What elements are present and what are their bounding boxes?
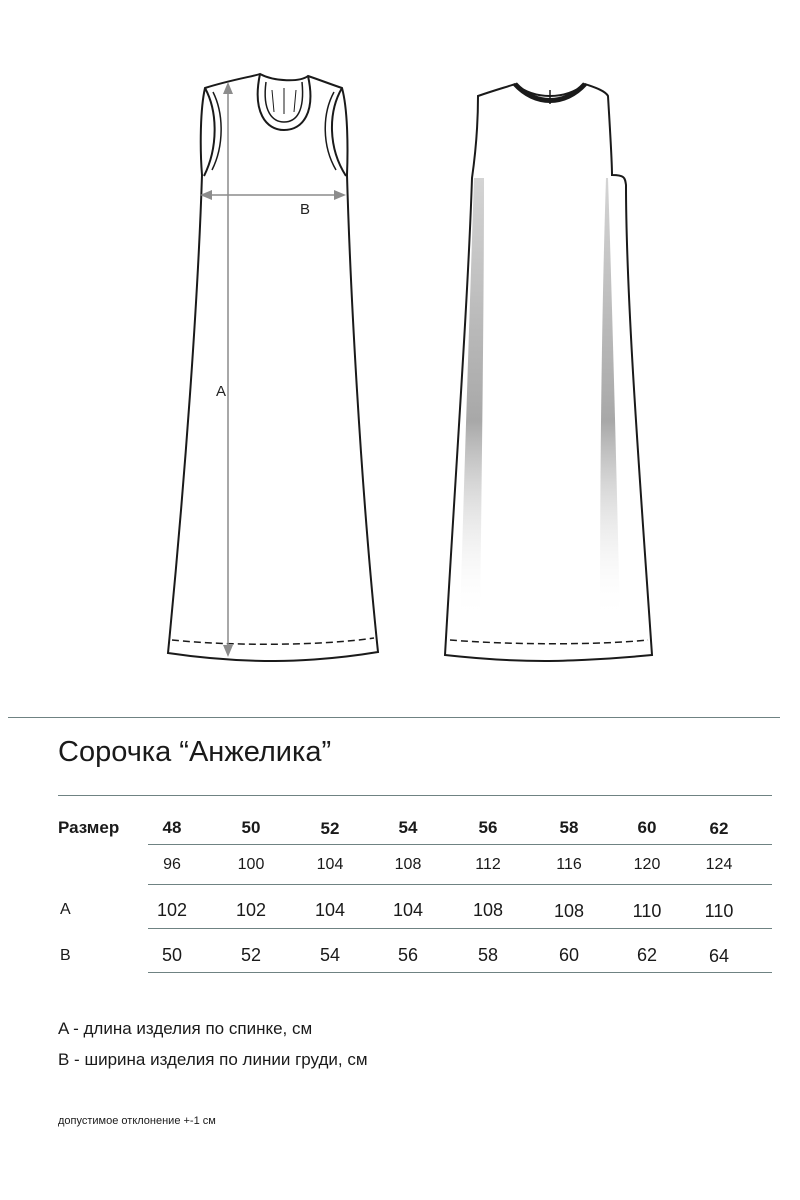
size-56: 56 [478, 818, 498, 837]
subsize-100: 100 [237, 856, 265, 873]
size-62: 62 [709, 819, 729, 838]
row-a-value: 108 [553, 901, 585, 921]
measurement-a [216, 82, 233, 657]
table-row-a-rule [148, 928, 772, 929]
front-dress-outline [168, 74, 378, 661]
row-a-label: A [60, 901, 71, 918]
row-a-value: 110 [632, 901, 662, 921]
row-a-value: 110 [704, 901, 734, 921]
row-b-value: 60 [558, 945, 580, 965]
row-b-value: 64 [708, 946, 730, 966]
measurement-a-label: A [216, 383, 227, 400]
row-a-value: 102 [156, 900, 188, 920]
row-a-value: 104 [314, 900, 346, 920]
measurement-b-label: B [300, 201, 311, 218]
row-b-value: 56 [397, 945, 419, 965]
subsize-108: 108 [394, 856, 422, 873]
front-hem-stitch [172, 638, 374, 644]
row-a-value: 102 [235, 900, 267, 920]
left-armhole [204, 88, 215, 176]
subsize-124: 124 [705, 856, 733, 873]
size-52: 52 [320, 819, 340, 838]
row-b-value: 62 [636, 945, 658, 965]
row-b-value: 52 [240, 945, 262, 965]
row-b-value: 58 [477, 945, 499, 965]
row-b-label: B [60, 947, 71, 964]
front-view-sketch [168, 74, 378, 661]
title-divider [8, 717, 780, 718]
left-armhole-binding [212, 92, 221, 170]
subsize-112: 112 [475, 856, 501, 873]
size-58: 58 [559, 818, 579, 837]
size-header-label: Размер [58, 818, 120, 837]
table-subsize-rule [148, 884, 772, 885]
product-title: Сорочка “Анжелика” [58, 736, 332, 768]
subsize-96: 96 [163, 856, 181, 873]
row-a-value: 104 [392, 900, 424, 920]
back-view-sketch [445, 84, 652, 661]
size-54: 54 [398, 818, 418, 837]
table-header-rule [148, 844, 772, 845]
subsize-120: 120 [633, 856, 661, 873]
subsize-116: 116 [556, 856, 582, 873]
size-50: 50 [241, 818, 261, 837]
table-top-rule [58, 795, 772, 796]
back-side-shade-left [460, 178, 484, 620]
measurement-b [200, 190, 346, 218]
row-a-value: 108 [472, 900, 504, 920]
size-48: 48 [162, 818, 182, 837]
row-b-value: 50 [161, 945, 183, 965]
legend-a: A - длина изделия по спинке, см [58, 1019, 313, 1038]
subsize-104: 104 [316, 856, 344, 873]
front-pleat-lines [272, 88, 296, 114]
legend-b: B - ширина изделия по линии груди, см [58, 1050, 368, 1069]
table-bottom-rule [148, 972, 772, 973]
back-side-shade-right [600, 178, 620, 620]
tolerance-note: допустимое отклонение +-1 см [58, 1115, 216, 1127]
row-b-value: 54 [319, 945, 341, 965]
size-60: 60 [637, 818, 657, 837]
back-hem-stitch [450, 640, 648, 644]
